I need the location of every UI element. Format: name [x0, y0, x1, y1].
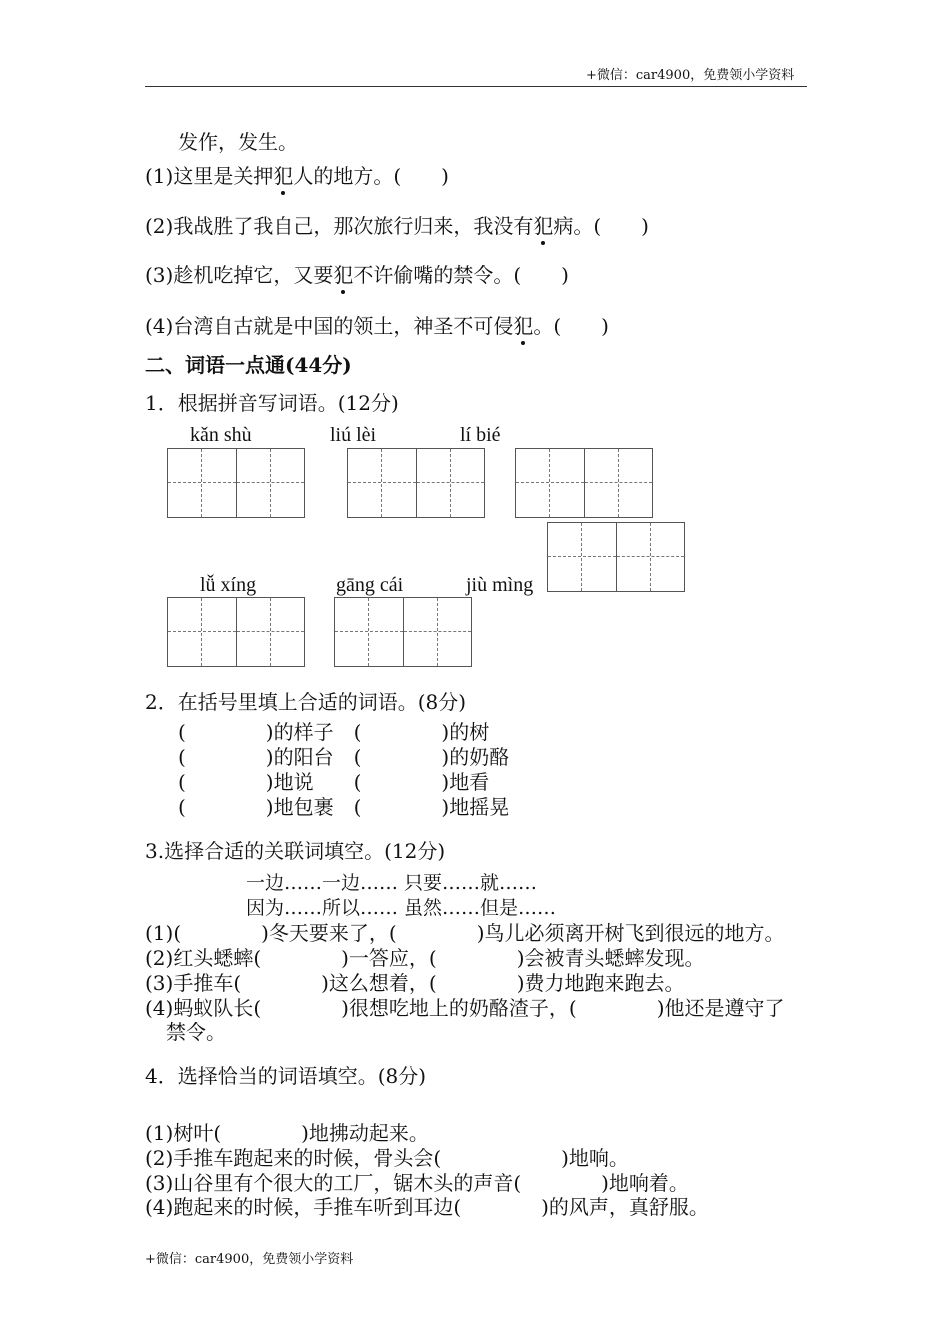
- fan-item-2: (2)我战胜了我自己，那次旅行归来，我没有犯病。( ): [145, 214, 649, 238]
- writing-grid-4[interactable]: [547, 522, 685, 592]
- writing-grid-6[interactable]: [334, 597, 472, 667]
- q3-item-4: (4)蚂蚁队长( )很想吃地上的奶酪渣子，( )他还是遵守了: [145, 996, 785, 1020]
- q3-item-4-continued: 禁令。: [166, 1020, 226, 1044]
- q4-item-1: (1)树叶( )地拂动起来。: [145, 1121, 429, 1145]
- header-watermark: +微信：car4900，免费领小学资料: [586, 68, 795, 83]
- q2-title: 2．在括号里填上合适的词语。(8分): [145, 690, 467, 714]
- q2-row-1: ( )的样子 ( )的树: [178, 720, 490, 744]
- q2-row-2: ( )的阳台 ( )的奶酪: [178, 745, 510, 769]
- fan-item-1: (1)这里是关押犯人的地方。( ): [145, 164, 449, 188]
- q4-title: 4．选择恰当的词语填空。(8分): [145, 1064, 427, 1088]
- definition-text: 发作，发生。: [178, 130, 298, 154]
- q4-item-2: (2)手推车跑起来的时候，骨头会( )地响。: [145, 1146, 629, 1170]
- pinyin-1: kǎn shù: [190, 424, 252, 446]
- q4-item-3: (3)山谷里有个很大的工厂，锯木头的声音( )地响着。: [145, 1171, 689, 1195]
- pinyin-3: lí bié: [460, 424, 501, 446]
- pinyin-6: jiù mìng: [466, 574, 534, 596]
- q1-title: 1．根据拼音写词语。(12分): [145, 391, 399, 415]
- q3-title: 3.选择合适的关联词填空。(12分): [145, 839, 446, 863]
- q3-item-3: (3)手推车( )这么想着，( )费力地跑来跑去。: [145, 971, 685, 995]
- q3-options-2: 因为……所以…… 虽然……但是……: [246, 897, 557, 919]
- q2-row-4: ( )地包裹 ( )地摇晃: [178, 795, 510, 819]
- emphasized-char: 犯: [273, 164, 294, 188]
- q3-item-1: (1)( )冬天要来了，( )鸟儿必须离开树飞到很远的地方。: [145, 921, 785, 945]
- pinyin-2: liú lèi: [330, 424, 377, 446]
- q3-item-2: (2)红头蟋蟀( )一答应，( )会被青头蟋蟀发现。: [145, 946, 705, 970]
- footer-watermark: +微信：car4900，免费领小学资料: [145, 1252, 354, 1267]
- emphasized-char: 犯: [533, 214, 554, 238]
- header-divider: [145, 86, 807, 87]
- emphasized-char: 犯: [333, 263, 354, 287]
- fan-item-3: (3)趁机吃掉它，又要犯不许偷嘴的禁令。( ): [145, 263, 569, 287]
- pinyin-5: gāng cái: [336, 574, 404, 596]
- section-2-title: 二、词语一点通(44分): [145, 353, 352, 377]
- writing-grid-2[interactable]: [347, 448, 485, 518]
- q2-row-3: ( )地说 ( )地看: [178, 770, 490, 794]
- pinyin-4: lǚ xíng: [200, 574, 257, 596]
- fan-item-4: (4)台湾自古就是中国的领土，神圣不可侵犯。( ): [145, 314, 609, 338]
- writing-grid-1[interactable]: [167, 448, 305, 518]
- writing-grid-3[interactable]: [515, 448, 653, 518]
- emphasized-char: 犯: [513, 314, 534, 338]
- writing-grid-5[interactable]: [167, 597, 305, 667]
- q3-options-1: 一边……一边…… 只要……就……: [246, 872, 538, 894]
- q4-item-4: (4)跑起来的时候，手推车听到耳边( )的风声，真舒服。: [145, 1195, 709, 1219]
